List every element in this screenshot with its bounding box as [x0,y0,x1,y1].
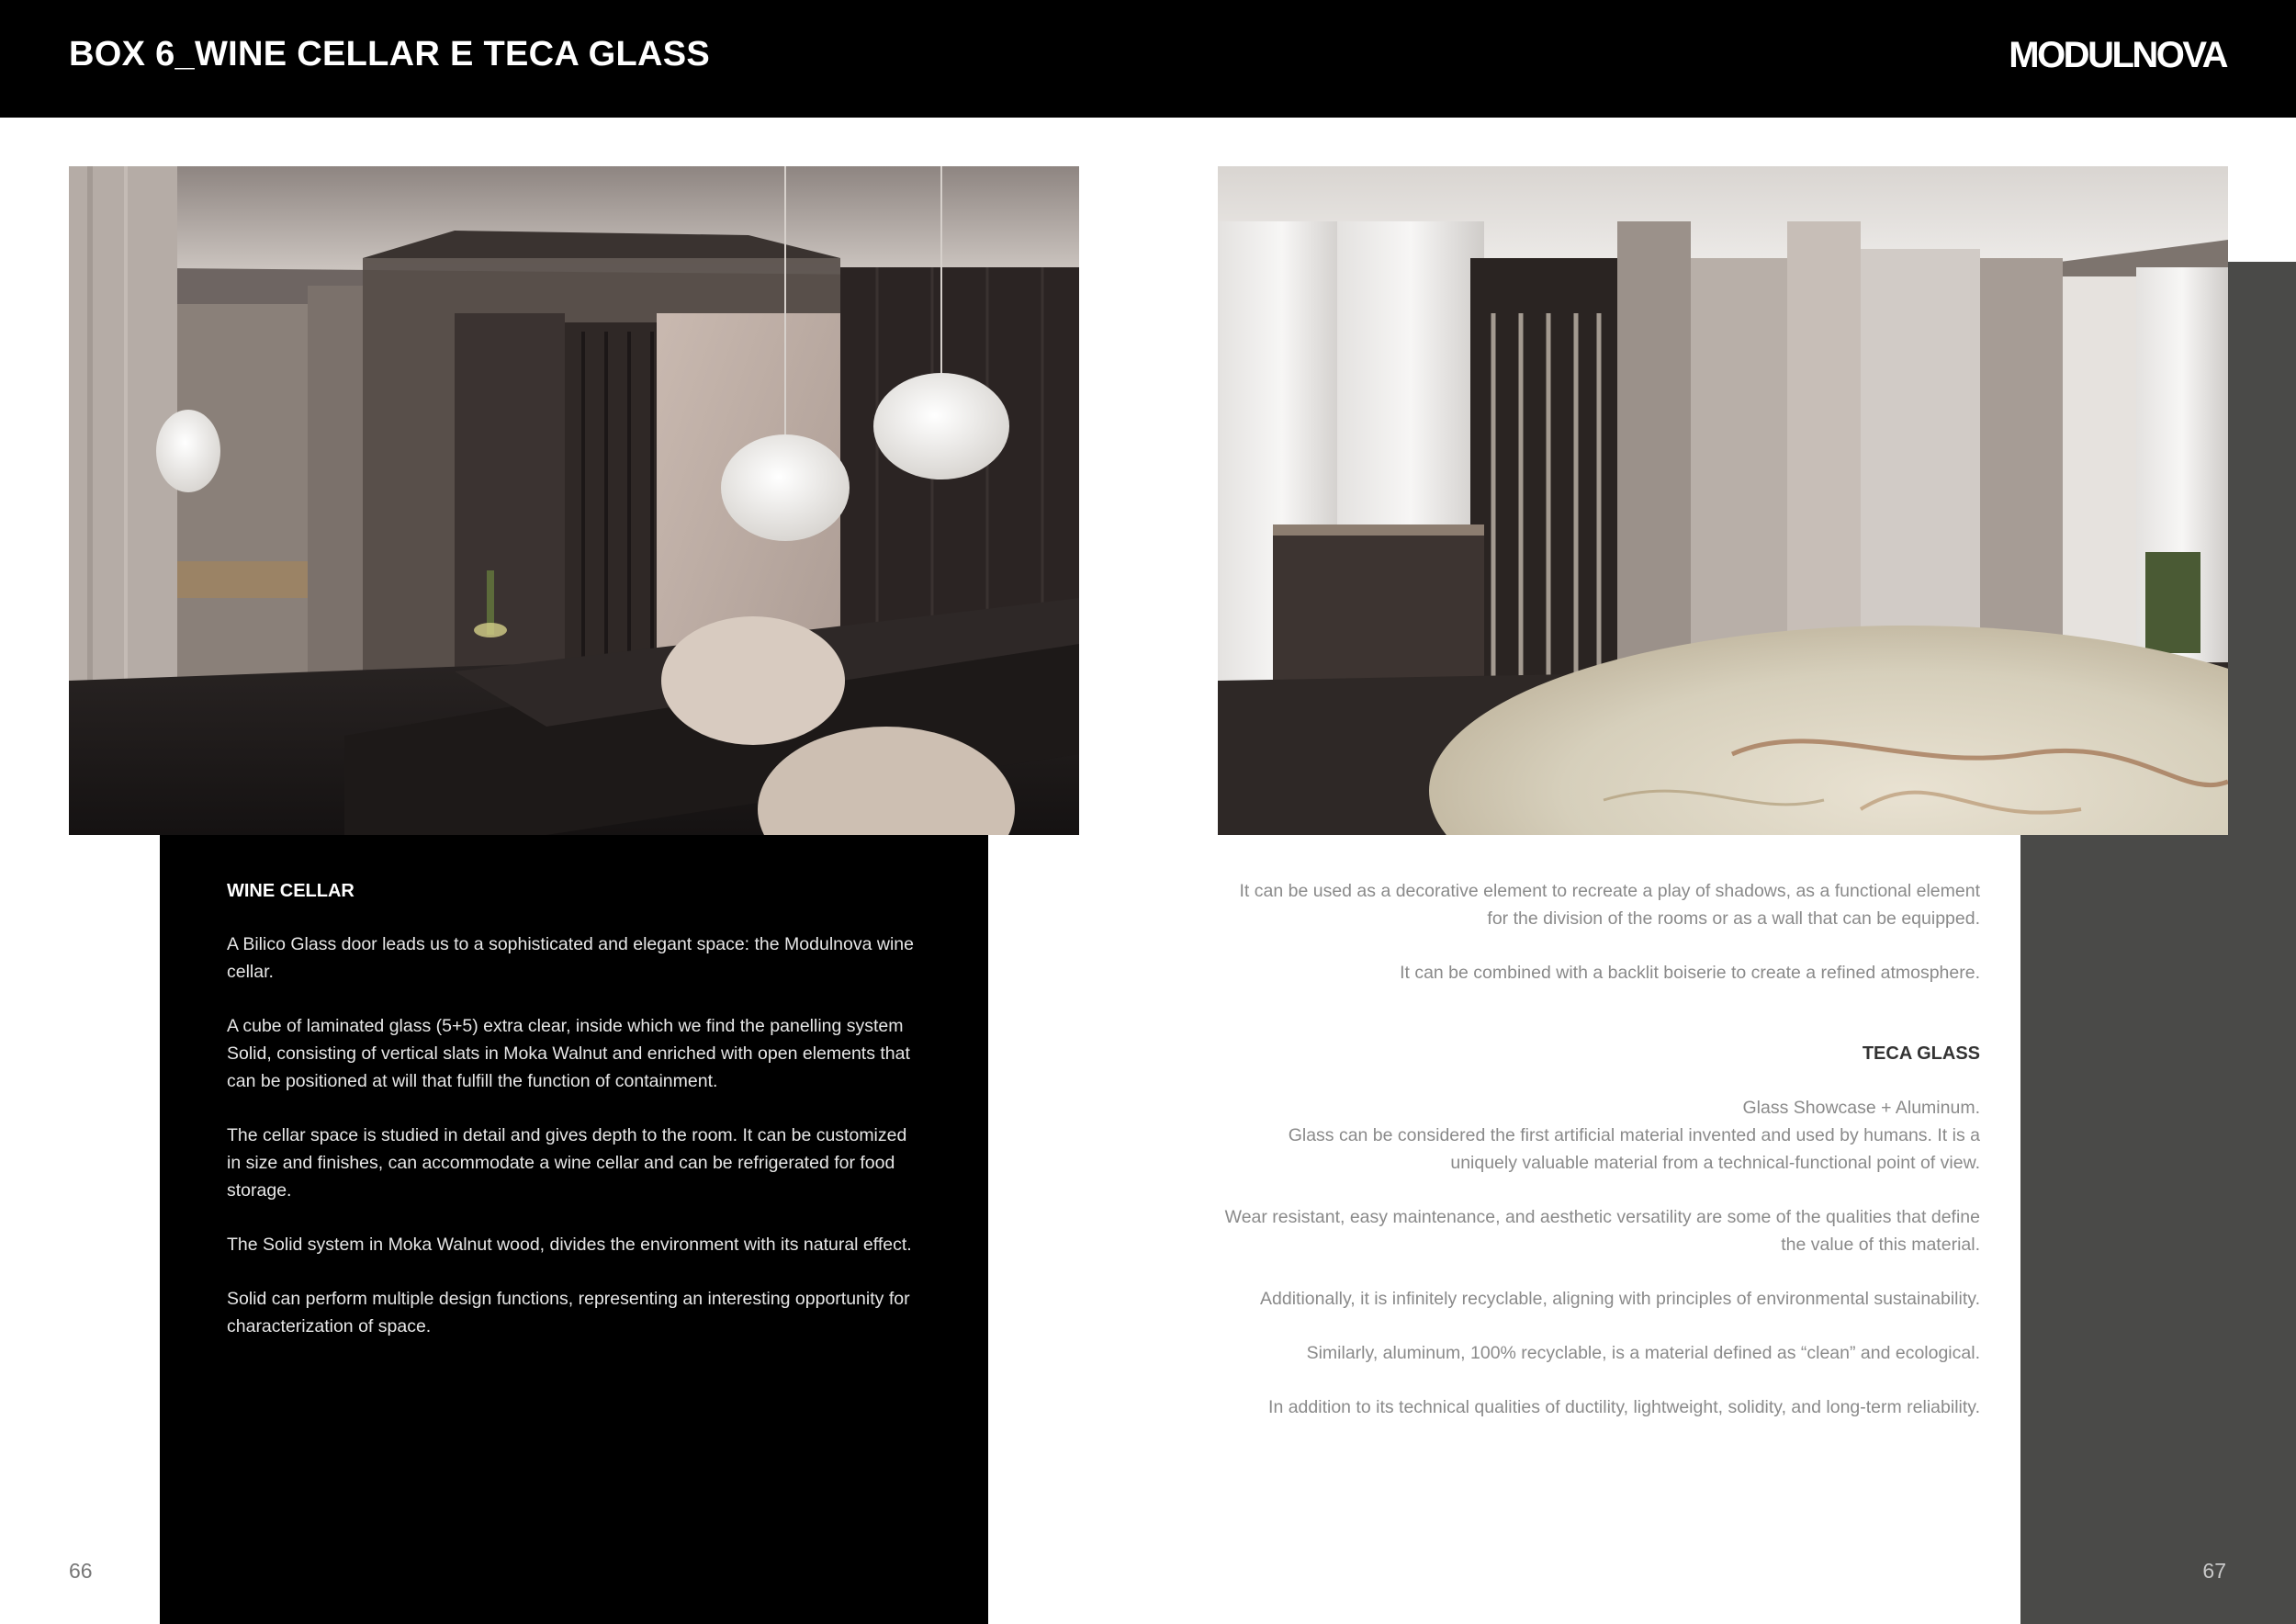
intro-paragraph: It can be combined with a backlit boiserie to create a refined atmosphere. [1400,963,1980,983]
teca-glass-text [1221,877,1980,1448]
wine-cellar-photo [69,166,1079,835]
wine-cellar-text [227,877,925,1367]
teca-glass-paragraph: Similarly, aluminum, 100% recyclable, is a material defined as “clean” and ecological. [1306,1343,1980,1363]
brand-logo: MODULNOVA [2009,35,2226,75]
teca-glass-heading: TECA GLASS [1862,1043,1980,1064]
intro-paragraph: It can be used as a decorative element to recreate a play of shadows, as a functional element for the division of the rooms or as a wall that can be equipped. [1239,881,1980,929]
teca-glass-paragraph: In addition to its technical qualities of ductility, lightweight, solidity, and long-term reliability. [1268,1397,1980,1417]
teca-glass-paragraph: Additionally, it is infinitely recyclable, aligning with principles of environmental sustainability. [1260,1289,1980,1309]
wine-cellar-paragraph: The Solid system in Moka Walnut wood, divides the environment with its natural effect. [227,1235,912,1255]
wine-cellar-heading: WINE CELLAR [227,881,355,901]
wine-cellar-paragraph: Solid can perform multiple design functions, representing an interesting opportunity for characterization of space. [227,1289,910,1336]
page-title: BOX 6_WINE CELLAR E TECA GLASS [69,35,710,73]
wine-cellar-paragraph: A Bilico Glass door leads us to a sophisticated and elegant space: the Modulnova wine cellar. [227,934,914,982]
page-number-left: 66 [69,1559,93,1583]
page-header [0,0,2296,118]
page-number-right: 67 [2202,1559,2226,1583]
wine-cellar-paragraph: The cellar space is studied in detail and gives depth to the room. It can be customized in size and finishes, can accommodate a wine cellar and can be refrigerated for food storage. [227,1125,907,1201]
teca-glass-paragraph: Wear resistant, easy maintenance, and aesthetic versatility are some of the qualities that define the value of this material. [1224,1207,1980,1255]
wine-cellar-paragraph: A cube of laminated glass (5+5) extra clear, inside which we find the panelling system Solid, consisting of vertical slats in Moka Walnut and enriched with open elements that can be positioned at will that fulfill the function of containment. [227,1016,910,1091]
teca-glass-paragraph: Glass Showcase + Aluminum. Glass can be considered the first artificial material invented and used by humans. It is a uniquely valuable material from a technical-functional point of view. [1288,1098,1980,1173]
teca-glass-photo [1218,166,2228,835]
